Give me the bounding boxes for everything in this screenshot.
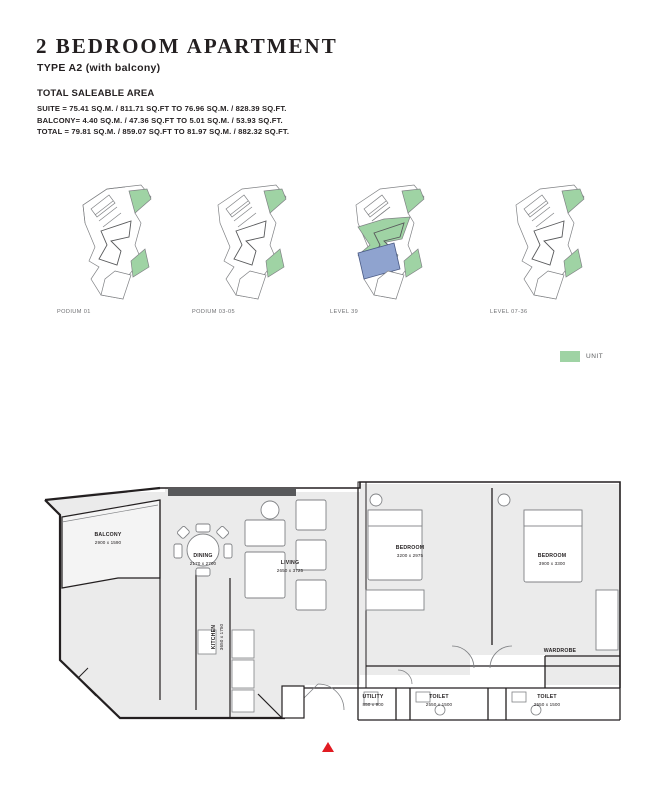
key-plan-label: PODIUM 01 <box>57 309 91 315</box>
key-plans <box>0 175 659 325</box>
key-plan-diagram <box>488 175 618 310</box>
key-plan-label: LEVEL 39 <box>330 309 359 315</box>
key-plan-podium-01 <box>55 175 185 325</box>
key-plan-podium-03-05 <box>190 175 320 325</box>
legend-swatch-unit <box>560 351 580 362</box>
room-label-toilet-1: TOILET 2550 x 1500 <box>425 694 453 707</box>
area-line-suite: SUITE = 75.41 SQ.M. / 811.71 SQ.FT TO 76.96 SQ.M. / 828.39 SQ.FT. <box>37 104 287 113</box>
north-arrow-icon <box>322 742 334 752</box>
legend <box>560 351 603 362</box>
room-label-bedroom-2: BEDROOM 3900 x 3300 <box>537 553 567 566</box>
key-plan-diagram <box>55 175 185 310</box>
key-plan-level-39 <box>328 175 458 325</box>
room-label-toilet-2: TOILET 2550 x 1500 <box>533 694 561 707</box>
room-label-kitchen: KITCHEN 3650 x 1750 <box>211 623 224 651</box>
room-label-balcony: BALCONY 2900 x 1590 <box>94 532 122 545</box>
unit-type-subtitle: TYPE A2 (with balcony) <box>37 62 161 74</box>
room-label-dining: DINING 2170 x 2700 <box>189 553 217 566</box>
floor-plan-drawing <box>0 470 659 770</box>
room-label-living: LIVING 2650 x 3725 <box>276 560 304 573</box>
floor-plan-svg <box>0 470 659 770</box>
area-heading: TOTAL SALEABLE AREA <box>37 88 155 99</box>
legend-label-unit: UNIT <box>586 353 604 360</box>
total-saleable-area <box>37 88 457 138</box>
key-plan-diagram <box>190 175 320 310</box>
room-label-bedroom-1: BEDROOM 3200 x 2975 <box>395 545 425 558</box>
page-title: 2 BEDROOM APARTMENT <box>36 34 338 58</box>
area-line-total: TOTAL = 79.81 SQ.M. / 859.07 SQ.FT TO 81.97 SQ.M. / 882.32 SQ.FT. <box>37 127 290 136</box>
key-plan-diagram <box>328 175 458 310</box>
key-plan-label: LEVEL 07-36 <box>490 309 528 315</box>
key-plan-label: PODIUM 03-05 <box>192 309 236 315</box>
area-line-balcony: BALCONY= 4.40 SQ.M. / 47.36 SQ.FT TO 5.01 SQ.M. / 53.93 SQ.FT. <box>37 115 283 125</box>
room-label-utility: UTILITY 850 x 900 <box>362 694 384 707</box>
room-label-wardrobe: WARDROBE <box>543 648 577 654</box>
key-plan-level-07-36 <box>488 175 618 325</box>
